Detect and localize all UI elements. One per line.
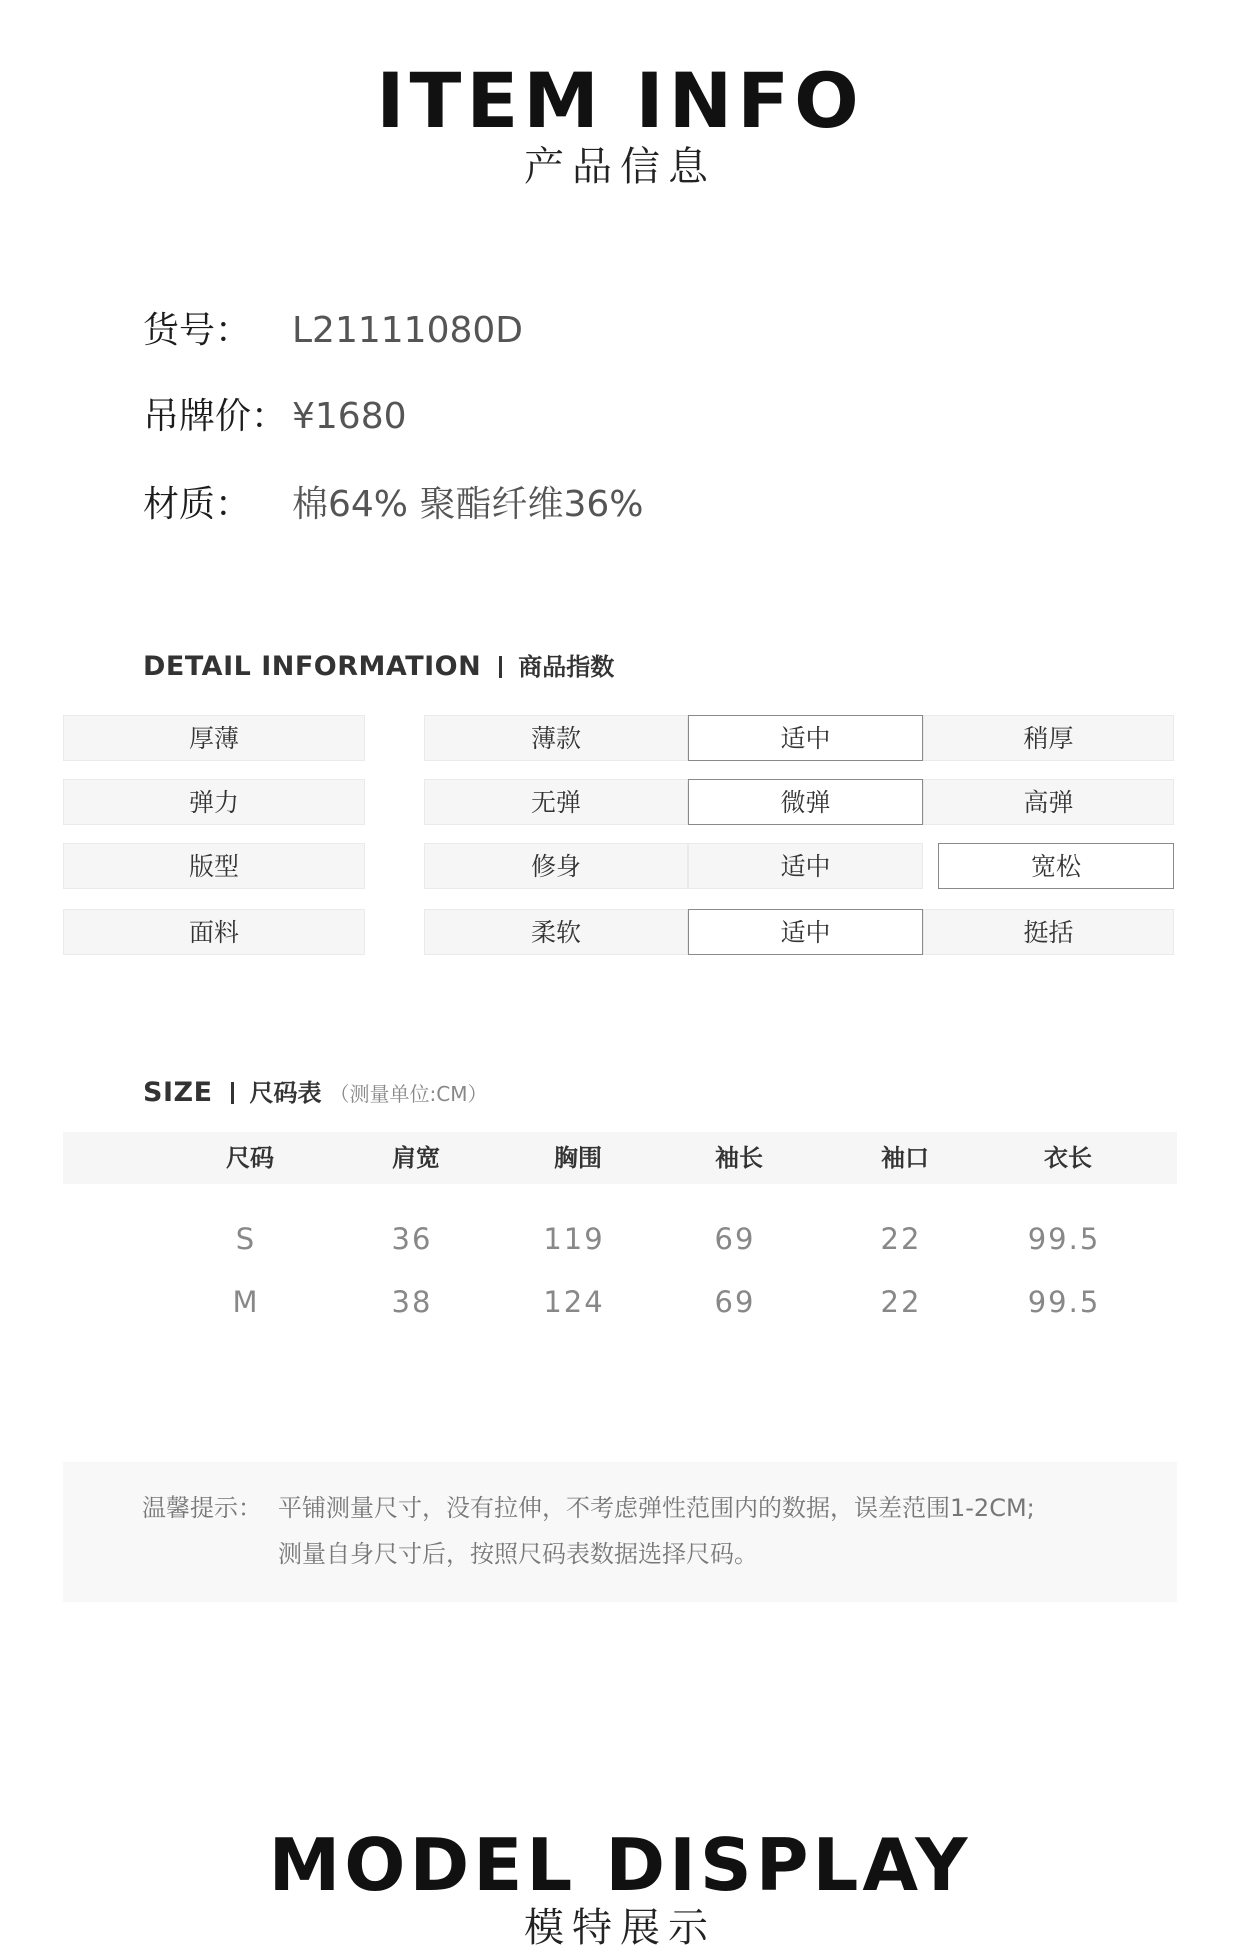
tip-line-2: 测量自身尺寸后，按照尺码表数据选择尺码。 (278, 1540, 758, 1568)
heading-divider (231, 1082, 234, 1104)
info-row-price (143, 392, 407, 442)
model-title: MODEL DISPLAY (268, 1823, 972, 1907)
size-table-cell: 99.5 (1027, 1285, 1101, 1319)
page-subtitle: 产品信息 (524, 144, 716, 190)
size-column-header: 袖长 (715, 1144, 763, 1172)
sku-label: 货号： (143, 310, 252, 351)
size-table-cell: 69 (714, 1222, 756, 1256)
detail-attribute-name: 版型 (63, 843, 365, 889)
size-heading-en: SIZE (143, 1077, 213, 1108)
price-value: ¥1680 (292, 396, 407, 437)
size-unit-note: （测量单位:CM） (329, 1082, 488, 1106)
tip-label: 温馨提示： (142, 1494, 262, 1522)
price-label: 吊牌价： (143, 396, 288, 437)
size-column-header: 尺码 (226, 1144, 274, 1172)
page-title: ITEM INFO (376, 56, 864, 145)
detail-option: 薄款 (424, 715, 688, 761)
size-column-header: 胸围 (554, 1144, 602, 1172)
detail-heading-cn: 商品指数 (518, 653, 615, 681)
detail-option: 柔软 (424, 909, 688, 955)
size-heading (143, 1073, 487, 1113)
material-label: 材质： (143, 484, 252, 525)
heading-divider (499, 656, 502, 678)
info-row-sku (143, 306, 523, 356)
size-table-cell: 22 (880, 1222, 922, 1256)
size-table-cell: 22 (880, 1285, 922, 1319)
detail-heading-en: DETAIL INFORMATION (143, 651, 482, 682)
size-table-cell: S (235, 1222, 257, 1256)
detail-option: 适中 (688, 843, 923, 889)
tip-line-1: 平铺测量尺寸，没有拉伸，不考虑弹性范围内的数据，误差范围1-2CM; (278, 1494, 1035, 1522)
tip-box (63, 1462, 1177, 1602)
size-column-header: 衣长 (1044, 1144, 1092, 1172)
size-table-cell: 99.5 (1027, 1222, 1101, 1256)
size-table-cell: M (232, 1285, 260, 1319)
size-table-cell: 124 (543, 1285, 605, 1319)
detail-option: 修身 (424, 843, 688, 889)
material-value: 棉64% 聚酯纤维36% (292, 484, 644, 525)
detail-option: 挺括 (923, 909, 1174, 955)
detail-option-selected: 适中 (688, 715, 923, 761)
detail-attribute-name: 面料 (63, 909, 365, 955)
size-table-cell: 36 (391, 1222, 433, 1256)
size-table-cell: 38 (391, 1285, 433, 1319)
sku-value: L21111080D (292, 310, 524, 351)
size-column-header: 肩宽 (392, 1144, 440, 1172)
detail-option-selected: 微弹 (688, 779, 923, 825)
size-table-cell: 119 (543, 1222, 605, 1256)
detail-attribute-name: 弹力 (63, 779, 365, 825)
detail-option: 无弹 (424, 779, 688, 825)
detail-option-selected: 宽松 (938, 843, 1174, 889)
size-heading-cn: 尺码表 (249, 1079, 322, 1107)
detail-heading (143, 647, 614, 687)
size-column-header: 袖口 (881, 1144, 929, 1172)
detail-attribute-name: 厚薄 (63, 715, 365, 761)
detail-option-selected: 适中 (688, 909, 923, 955)
detail-option: 高弹 (923, 779, 1174, 825)
model-subtitle: 模特展示 (524, 1905, 716, 1951)
detail-option: 稍厚 (923, 715, 1174, 761)
info-row-material (143, 480, 643, 530)
size-table-cell: 69 (714, 1285, 756, 1319)
